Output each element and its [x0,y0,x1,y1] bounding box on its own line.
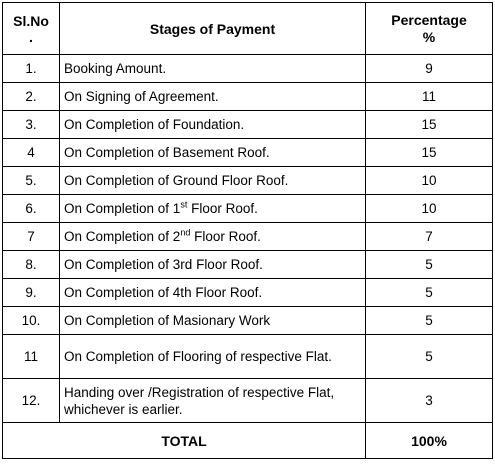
row-percentage: 9 [366,55,493,83]
row-number: 4 [3,139,60,167]
row-number: 1. [3,55,60,83]
total-row [3,423,493,459]
header-percentage-line2: % [422,28,436,45]
row-percentage: 15 [366,111,493,139]
row-percentage: 7 [366,223,493,251]
row-stage-text-end: Floor Roof. [190,229,261,244]
row-stage-text: On Completion of 1 [64,201,181,216]
row-stage: On Completion of Ground Floor Roof. [60,167,366,195]
row-number: 7 [3,223,60,251]
row-stage [60,223,366,251]
row-stage: On Completion of Flooring of respective Flat. [60,335,366,379]
row-percentage: 5 [366,307,493,335]
table-row [3,83,493,111]
table-row [3,307,493,335]
table-row [3,251,493,279]
row-stage: On Completion of Masionary Work [60,307,366,335]
header-stages: Stages of Payment [60,3,366,55]
row-percentage: 15 [366,139,493,167]
row-stage-text-end: Floor Roof. [187,201,258,216]
table-row [3,167,493,195]
row-stage: On Completion of 4th Floor Roof. [60,279,366,307]
table-row [3,139,493,167]
table-row [3,335,493,379]
row-stage: On Completion of Basement Roof. [60,139,366,167]
row-number: 10. [3,307,60,335]
header-sl-no [3,3,60,55]
row-stage: Handing over /Registration of respective Flat, whichever is earlier. [60,379,366,423]
total-label: TOTAL [3,423,366,459]
row-percentage: 10 [366,167,493,195]
table-row [3,223,493,251]
row-percentage: 11 [366,83,493,111]
row-stage [60,195,366,223]
table-row [3,195,493,223]
row-stage: On Completion of Foundation. [60,111,366,139]
total-percentage: 100% [366,423,493,459]
row-percentage: 5 [366,335,493,379]
row-stage: On Signing of Agreement. [60,83,366,111]
row-percentage: 3 [366,379,493,423]
row-number: 3. [3,111,60,139]
header-percentage-line1: Percentage [391,11,467,28]
row-number: 8. [3,251,60,279]
row-stage: Booking Amount. [60,55,366,83]
row-number: 9. [3,279,60,307]
row-stage: On Completion of 3rd Floor Roof. [60,251,366,279]
row-percentage: 10 [366,195,493,223]
header-sl-no-line2: . [29,28,33,45]
header-sl-no-line1: Sl.No [13,12,49,29]
payment-schedule-table [2,2,493,459]
row-number: 5. [3,167,60,195]
row-percentage: 5 [366,279,493,307]
row-number: 6. [3,195,60,223]
header-percentage [366,3,493,55]
header-row [3,3,493,55]
ordinal-suffix: st [180,199,188,210]
table-row [3,379,493,423]
table-row [3,279,493,307]
row-percentage: 5 [366,251,493,279]
ordinal-suffix: nd [180,227,191,238]
row-stage-text: On Completion of 2 [64,229,181,244]
row-number: 2. [3,83,60,111]
row-number: 12. [3,379,60,423]
row-number: 11 [3,335,60,379]
table-row [3,111,493,139]
table-row [3,55,493,83]
